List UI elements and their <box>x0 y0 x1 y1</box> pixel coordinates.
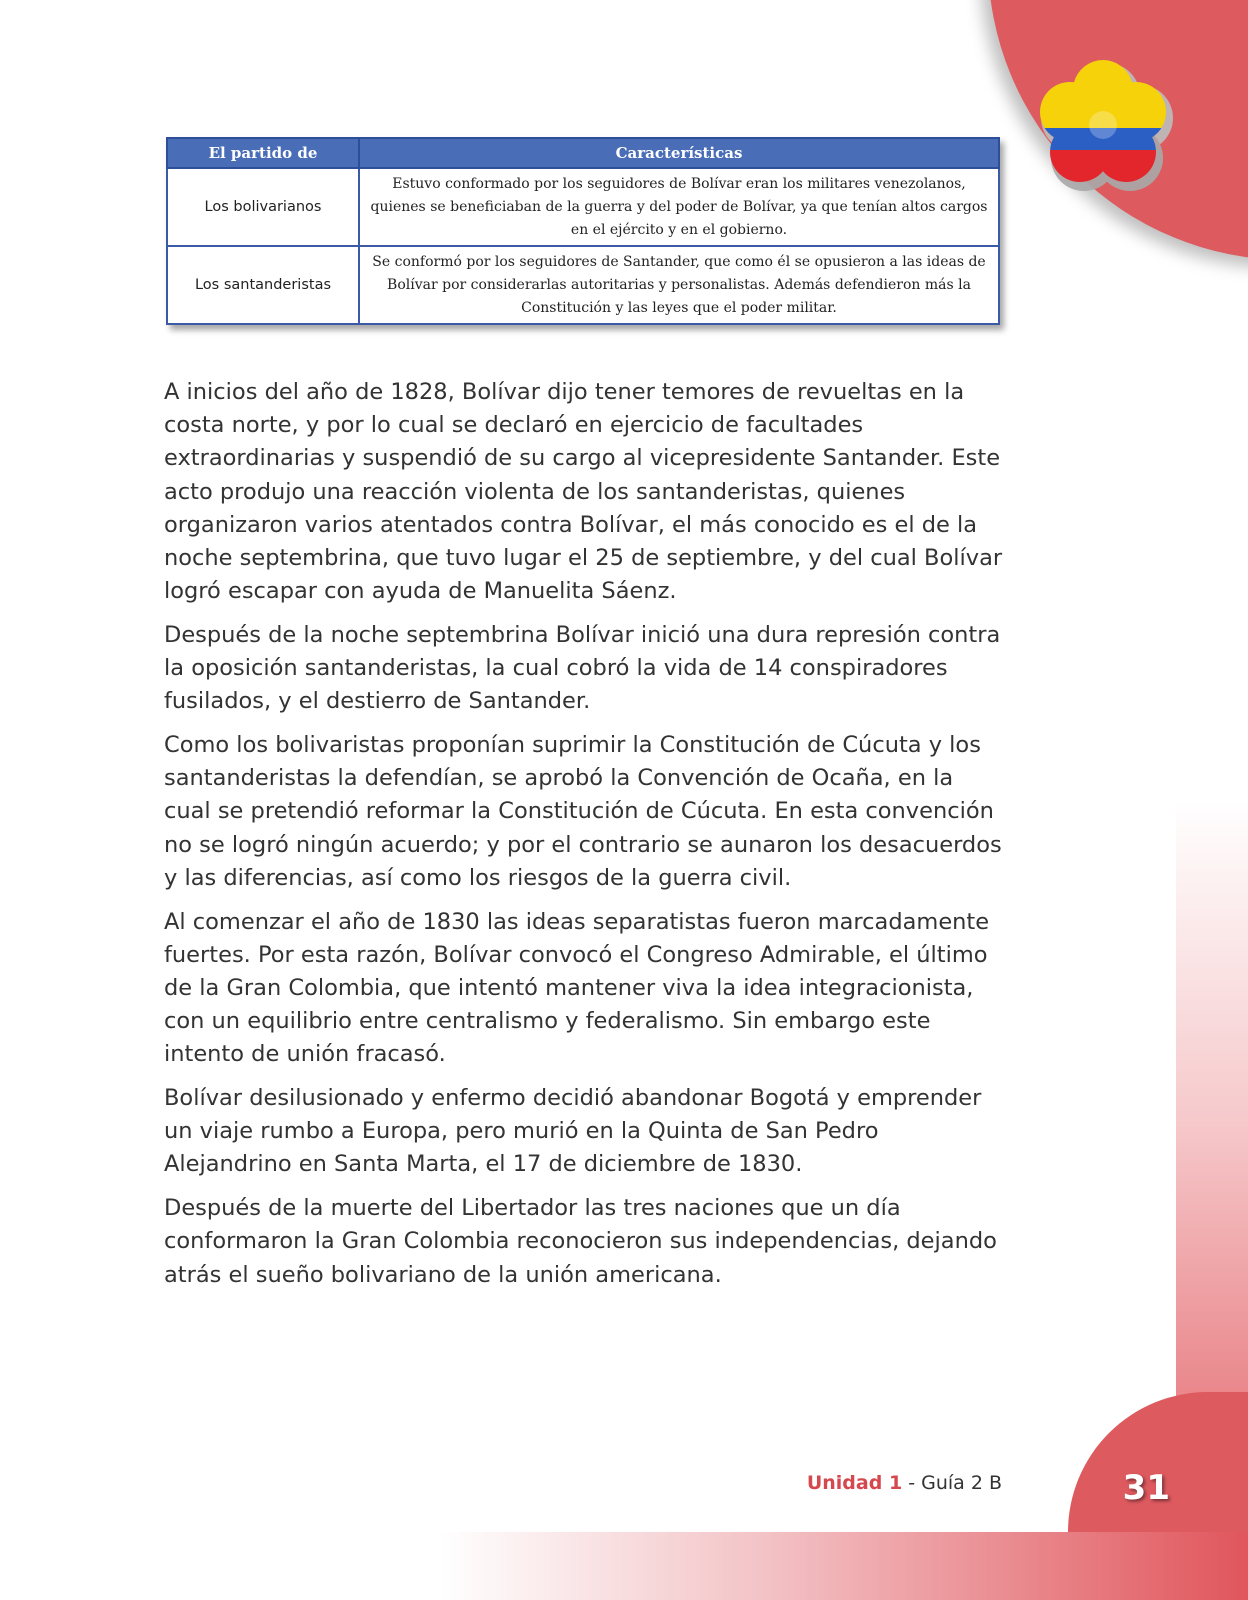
colombia-flower-logo-icon <box>1028 50 1178 200</box>
table-row <box>167 246 999 324</box>
separator: - <box>902 1472 922 1494</box>
paragraph: Después de la noche septembrina Bolívar inició una dura represión contra la oposición santanderistas, la cual cobró la vida de 14 conspiradores fusilados, y el destierro de Santander. <box>164 621 1001 715</box>
paragraph: A inicios del año de 1828, Bolívar dijo tener temores de revueltas en la costa norte, y por lo cual se declaró en ejercicio de facultades extraordinarias y suspendió de su cargo al vicepresidente Santander. Este acto produjo una reacción violenta de los santanderistas, quienes organizaron varios atentados contra Bolívar, el más conocido es el de la noche septembrina, que tuvo lugar el 25 de septiembre, y del cual Bolívar logró escapar con ayuda de Manuelita Sáenz. <box>164 379 1003 605</box>
table-row <box>167 168 999 246</box>
parties-table <box>166 137 1000 325</box>
guide-label: Guía 2 B <box>921 1472 1002 1494</box>
page-number-tab <box>1068 1392 1248 1532</box>
paragraph: Bolívar desilusionado y enfermo decidió abandonar Bogotá y emprender un viaje rumbo a Europa, pero murió en la Quinta de San Pedro Alejandrino en Santa Marta, el 17 de diciembre de 1830. <box>164 1085 982 1178</box>
party-description: Estuvo conformado por los seguidores de Bolívar eran los militares venezolanos, quienes se beneficiaban de la guerra y del poder de Bolívar, ya que tenían altos cargos en el ejército y en el gobierno. <box>359 168 999 246</box>
bottom-decorative-band <box>440 1532 1248 1600</box>
paragraph: Después de la muerte del Libertador las tres naciones que un día conformaron la Gran Colombia reconocieron sus independencias, dejando atrás el sueño bolivariano de la unión americana. <box>164 1195 997 1288</box>
header-party: El partido de <box>167 138 359 168</box>
footer-unit-label <box>807 1472 1002 1494</box>
body-text <box>164 376 1004 1302</box>
party-name: Los santanderistas <box>167 246 359 324</box>
paragraph: Como los bolivaristas proponían suprimir la Constitución de Cúcuta y los santanderistas la defendían, se aprobó la Convención de Ocaña, en la cual se pretendió reformar la Constitución de Cúcuta. En esta convención no se logró ningún acuerdo; y por el contrario se aunaron los desacuerdos y las diferencias, así como los riesgos de la guerra civil. <box>164 732 1002 891</box>
unit-label: Unidad 1 <box>806 1472 903 1494</box>
header-characteristics: Características <box>359 138 999 168</box>
paragraph: Al comenzar el año de 1830 las ideas separatistas fueron marcadamente fuertes. Por esta razón, Bolívar convocó el Congreso Admirable, el último de la Gran Colombia, que intentó mantener viva la idea integracionista, con un equilibrio entre centralismo y federalismo. Sin embargo este intento de unión fracasó. <box>164 908 990 1068</box>
party-name: Los bolivarianos <box>167 168 359 246</box>
page-number: 31 <box>1122 1468 1170 1508</box>
party-description: Se conformó por los seguidores de Santander, que como él se opusieron a las ideas de Bolívar por considerarlas autoritarias y personalistas. Además defendieron más la Constitución y las leyes que el poder militar. <box>359 246 999 324</box>
